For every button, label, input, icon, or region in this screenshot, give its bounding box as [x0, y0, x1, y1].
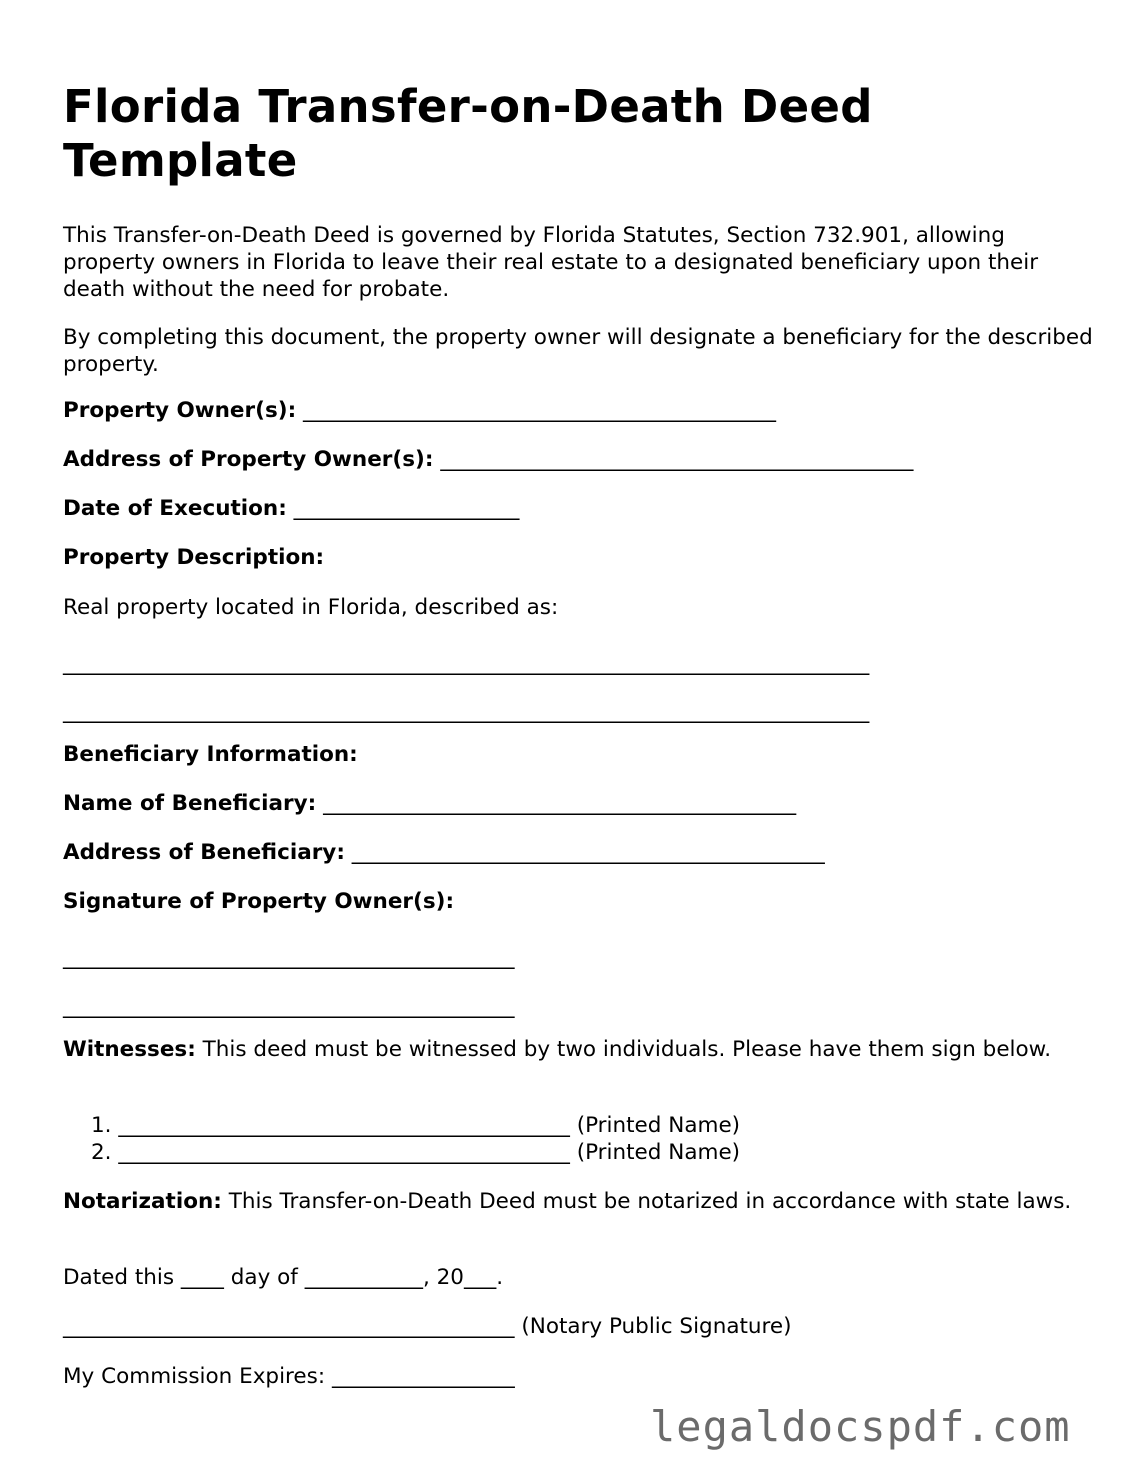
property-owner-label: Property Owner(s):	[63, 398, 297, 423]
property-description-label: Property Description:	[63, 545, 325, 570]
notarization-text: This Transfer-on-Death Deed must be notarized in accordance with state laws.	[221, 1189, 1072, 1214]
owner-address-label: Address of Property Owner(s):	[63, 447, 434, 472]
beneficiary-address-field[interactable]	[63, 839, 825, 866]
witnesses-text: This deed must be witnessed by two individuals. Please have them sign below.	[195, 1037, 1052, 1062]
beneficiary-address-label: Address of Beneficiary:	[63, 840, 345, 865]
witness-2-suffix: (Printed Name)	[576, 1140, 741, 1165]
notary-signature-blank[interactable]: __________________________________________	[63, 1314, 515, 1339]
property-owner-blank[interactable]: ____________________________________________	[303, 398, 777, 423]
beneficiary-name-blank[interactable]: ____________________________________________	[323, 791, 797, 816]
notarization-paragraph	[63, 1188, 1073, 1215]
witness-2-row[interactable]	[91, 1139, 740, 1166]
signature-blank-2[interactable]: __________________________________________	[63, 994, 515, 1019]
beneficiary-heading	[63, 741, 358, 768]
property-owner-field[interactable]	[63, 397, 776, 424]
witness-1-number: 1.	[91, 1113, 112, 1138]
commission-expires-blank[interactable]: _________________	[331, 1364, 515, 1389]
beneficiary-name-label: Name of Beneficiary:	[63, 791, 317, 816]
description-blank-1[interactable]: ___________________________________________________________________________	[63, 651, 870, 676]
beneficiary-address-blank[interactable]: ____________________________________________	[351, 840, 825, 865]
witnesses-paragraph	[63, 1036, 1073, 1063]
intro-paragraph: This Transfer-on-Death Deed is governed by Florida Statutes, Section 732.901, allowing property owners in Florida to leave their real estate to a designated beneficiary upon their death without the need for probate.	[63, 223, 1039, 302]
owner-address-blank[interactable]: ____________________________________________	[440, 447, 914, 472]
commission-expires-label: My Commission Expires:	[63, 1364, 326, 1389]
signature-label: Signature of Property Owner(s):	[63, 889, 455, 914]
document-page	[63, 80, 1093, 378]
witness-2-number: 2.	[91, 1140, 112, 1165]
signature-blank-1[interactable]: __________________________________________	[63, 945, 515, 970]
date-of-execution-label: Date of Execution:	[63, 496, 287, 521]
dated-line[interactable]: Dated this ____ day of ___________, 20___.	[63, 1265, 504, 1290]
signature-heading	[63, 888, 454, 915]
property-description-text: Real property located in Florida, described as:	[63, 595, 559, 620]
witness-1-blank[interactable]: __________________________________________	[118, 1113, 570, 1138]
witness-1-row[interactable]	[91, 1112, 740, 1139]
witness-1-suffix: (Printed Name)	[576, 1113, 741, 1138]
date-of-execution-field[interactable]	[63, 495, 519, 522]
beneficiary-heading-label: Beneficiary Information:	[63, 742, 358, 767]
property-description-heading	[63, 544, 324, 571]
notary-signature-row[interactable]	[63, 1313, 792, 1340]
witnesses-label: Witnesses:	[63, 1037, 196, 1062]
notarization-label: Notarization:	[63, 1189, 222, 1214]
description-blank-2[interactable]: ___________________________________________________________________________	[63, 699, 870, 724]
date-of-execution-blank[interactable]: _____________________	[293, 496, 520, 521]
witness-2-blank[interactable]: __________________________________________	[118, 1140, 570, 1165]
document-title: Florida Transfer-on-Death Deed Template	[63, 80, 873, 187]
beneficiary-name-field[interactable]	[63, 790, 796, 817]
notary-signature-suffix: (Notary Public Signature)	[521, 1314, 792, 1339]
watermark-logo: legaldocspdf.com	[650, 1402, 1071, 1451]
purpose-paragraph: By completing this document, the property owner will designate a beneficiary for the described property.	[63, 325, 1093, 377]
owner-address-field[interactable]	[63, 446, 913, 473]
commission-expires-field[interactable]	[63, 1363, 515, 1390]
